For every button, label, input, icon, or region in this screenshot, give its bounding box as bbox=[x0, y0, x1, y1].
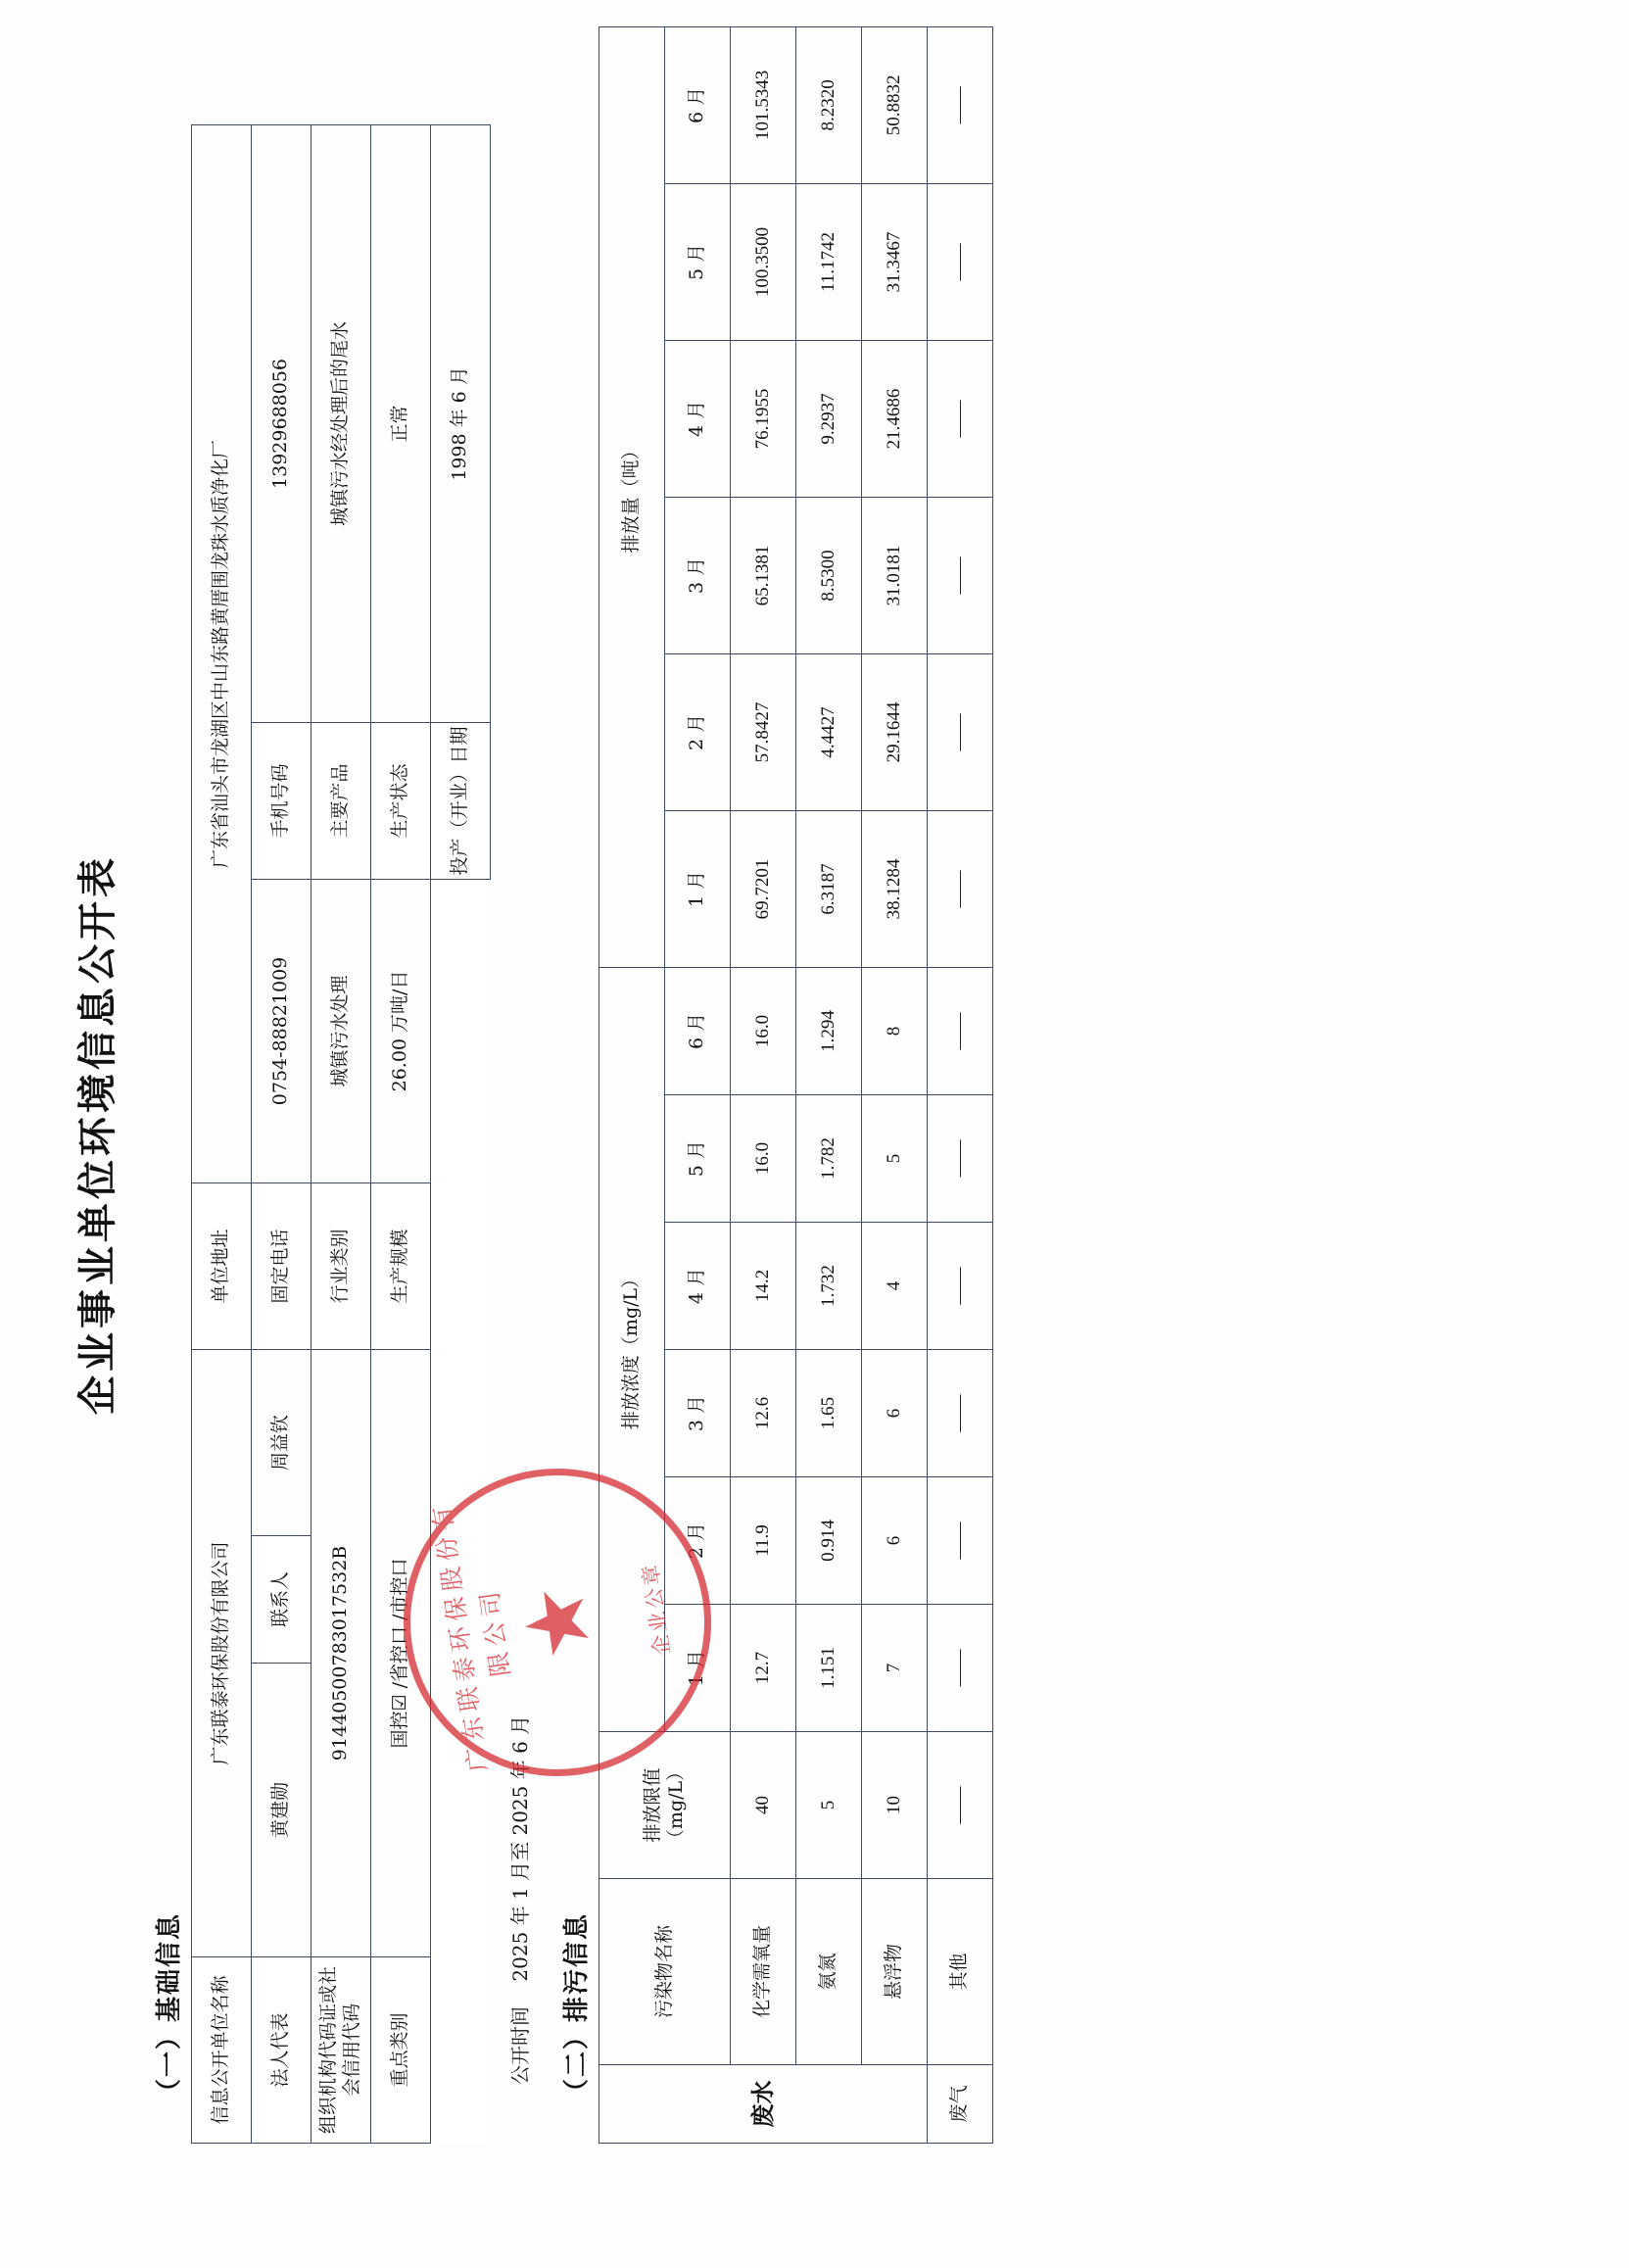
conc-4: 1.732 bbox=[795, 1222, 861, 1349]
conc-3: —— bbox=[927, 1349, 992, 1476]
table-row bbox=[311, 124, 370, 2143]
conc-2: 6 bbox=[861, 1476, 927, 1604]
header-month-d3: 3 月 bbox=[664, 497, 730, 653]
value-telephone: 0754-88821009 bbox=[251, 879, 311, 1182]
waste-gas-label: 废气 bbox=[927, 2064, 992, 2143]
pollutant-name: 其他 bbox=[927, 1878, 992, 2064]
label-unit-name: 信息公开单位名称 bbox=[191, 1956, 251, 2143]
label-production-scale: 生产规模 bbox=[370, 1182, 430, 1349]
conc-3: 1.65 bbox=[795, 1349, 861, 1476]
pollutant-name: 悬浮物 bbox=[861, 1878, 927, 2064]
publish-time-label: 公开时间 bbox=[507, 2005, 532, 2085]
table-row bbox=[370, 124, 430, 2143]
disc-5: —— bbox=[927, 183, 992, 340]
document-page bbox=[31, 32, 1599, 2237]
disc-6: 8.2320 bbox=[795, 26, 861, 183]
disc-3: 65.1381 bbox=[730, 497, 795, 653]
label-production-status: 生产状态 bbox=[370, 722, 430, 879]
conc-4: —— bbox=[927, 1222, 992, 1349]
conc-1: —— bbox=[927, 1604, 992, 1731]
disc-3: —— bbox=[927, 497, 992, 653]
value-contact-person: 周益钦 bbox=[251, 1349, 311, 1535]
label-key-category: 重点类别 bbox=[370, 1956, 430, 2143]
disc-2: 57.8427 bbox=[730, 653, 795, 810]
conc-3: 6 bbox=[861, 1349, 927, 1476]
conc-6: —— bbox=[927, 967, 992, 1094]
section-basic-info-title: （一）基础信息 bbox=[154, 1911, 184, 2104]
pollutant-name: 氨氮 bbox=[795, 1878, 861, 2064]
value-legal-rep: 黄建勋 bbox=[251, 1663, 311, 1956]
value-mobile: 13929688056 bbox=[251, 124, 311, 722]
disc-3: 8.5300 bbox=[795, 497, 861, 653]
header-month-d1: 1 月 bbox=[664, 810, 730, 967]
header-concentration-group: 排放浓度（mg/L） bbox=[599, 967, 664, 1731]
header-month-c2: 2 月 bbox=[664, 1476, 730, 1604]
value-unit-name: 广东联泰环保股份有限公司 bbox=[191, 1349, 251, 1956]
value-startup-date: 1998 年 6 月 bbox=[430, 124, 490, 722]
conc-4: 14.2 bbox=[730, 1222, 795, 1349]
disc-1: 38.1284 bbox=[861, 810, 927, 967]
disc-2: 29.1644 bbox=[861, 653, 927, 810]
header-month-d5: 5 月 bbox=[664, 183, 730, 340]
publish-time bbox=[504, 125, 533, 2085]
pollutant-limit: 40 bbox=[730, 1731, 795, 1878]
header-month-c4: 4 月 bbox=[664, 1222, 730, 1349]
publish-time-value: 2025 年 1 月至 2025 年 6 月 bbox=[507, 1714, 532, 1982]
disc-5: 31.3467 bbox=[861, 183, 927, 340]
conc-6: 1.294 bbox=[795, 967, 861, 1094]
label-unit-address: 单位地址 bbox=[191, 1182, 251, 1349]
pollutant-limit: —— bbox=[927, 1731, 992, 1878]
value-unit-address: 广东省汕头市龙湖区中山东路黄厝围龙珠水质净化厂 bbox=[191, 124, 251, 1182]
disc-4: 9.2937 bbox=[795, 340, 861, 497]
basic-info-table bbox=[191, 123, 491, 2143]
conc-6: 8 bbox=[861, 967, 927, 1094]
conc-5: 16.0 bbox=[730, 1094, 795, 1222]
label-startup-date: 投产（开业）日期 bbox=[430, 722, 490, 879]
label-telephone: 固定电话 bbox=[251, 1182, 311, 1349]
disc-4: 21.4686 bbox=[861, 340, 927, 497]
pollution-table bbox=[599, 25, 993, 2143]
conc-2: —— bbox=[927, 1476, 992, 1604]
value-main-product: 城镇污水经处理后的尾水 bbox=[311, 124, 370, 722]
disc-1: 6.3187 bbox=[795, 810, 861, 967]
conc-5: —— bbox=[927, 1094, 992, 1222]
section-pollution-title: （二）排污信息 bbox=[561, 1911, 592, 2104]
conc-6: 16.0 bbox=[730, 967, 795, 1094]
conc-5: 5 bbox=[861, 1094, 927, 1222]
disc-1: —— bbox=[927, 810, 992, 967]
table-row bbox=[430, 124, 490, 2143]
table-row bbox=[927, 26, 992, 2143]
star-icon: ★ bbox=[504, 1577, 609, 1666]
header-discharge-group: 排放量（吨） bbox=[599, 26, 664, 967]
disc-4: 76.1955 bbox=[730, 340, 795, 497]
page-title: 企业事业单位环境信息公开表 bbox=[73, 853, 120, 1415]
value-production-status: 正常 bbox=[370, 124, 430, 722]
seal-bottom-text: 企业公章 bbox=[637, 1560, 675, 1657]
value-key-category: 国控☑ /省控口 /市控口 bbox=[370, 1349, 430, 1956]
conc-2: 11.9 bbox=[730, 1476, 795, 1604]
table-row bbox=[795, 26, 861, 2143]
table-header-row bbox=[599, 26, 664, 2143]
seal-top-text: 广东联泰环保股份有限公司 bbox=[426, 1498, 515, 1773]
conc-4: 4 bbox=[861, 1222, 927, 1349]
disc-6: —— bbox=[927, 26, 992, 183]
disc-6: 50.8832 bbox=[861, 26, 927, 183]
header-month-c5: 5 月 bbox=[664, 1094, 730, 1222]
header-month-d4: 4 月 bbox=[664, 340, 730, 497]
table-row bbox=[251, 124, 311, 2143]
disc-1: 69.7201 bbox=[730, 810, 795, 967]
conc-1: 7 bbox=[861, 1604, 927, 1731]
value-production-scale: 26.00 万吨/日 bbox=[370, 879, 430, 1182]
value-credit-code: 91440500783017532B bbox=[311, 1349, 370, 1956]
value-industry-category: 城镇污水处理 bbox=[311, 879, 370, 1182]
document-body bbox=[139, 70, 993, 2144]
header-month-d2: 2 月 bbox=[664, 653, 730, 810]
table-row bbox=[191, 124, 251, 2143]
table-row bbox=[730, 26, 795, 2143]
pollutant-limit: 10 bbox=[861, 1731, 927, 1878]
disc-5: 100.3500 bbox=[730, 183, 795, 340]
header-limit: 排放限值（mg/L） bbox=[599, 1731, 730, 1878]
conc-3: 12.6 bbox=[730, 1349, 795, 1476]
disc-2: —— bbox=[927, 653, 992, 810]
table-row bbox=[861, 26, 927, 2143]
header-month-d6: 6 月 bbox=[664, 26, 730, 183]
label-mobile: 手机号码 bbox=[251, 722, 311, 879]
waste-water-label: 废水 bbox=[599, 2064, 927, 2143]
label-legal-rep: 法人代表 bbox=[251, 1956, 311, 2143]
disc-3: 31.0181 bbox=[861, 497, 927, 653]
conc-1: 12.7 bbox=[730, 1604, 795, 1731]
pollutant-limit: 5 bbox=[795, 1731, 861, 1878]
label-main-product: 主要产品 bbox=[311, 722, 370, 879]
pollutant-name: 化学需氧量 bbox=[730, 1878, 795, 2064]
label-credit-code: 组织机构代码证或社会信用代码 bbox=[311, 1956, 370, 2143]
disc-5: 11.1742 bbox=[795, 183, 861, 340]
conc-5: 1.782 bbox=[795, 1094, 861, 1222]
header-month-c6: 6 月 bbox=[664, 967, 730, 1094]
header-month-c3: 3 月 bbox=[664, 1349, 730, 1476]
conc-1: 1.151 bbox=[795, 1604, 861, 1731]
label-contact-person: 联系人 bbox=[251, 1535, 311, 1663]
disc-4: —— bbox=[927, 340, 992, 497]
disc-2: 4.4427 bbox=[795, 653, 861, 810]
rotated-page-content bbox=[31, 32, 1599, 2237]
conc-2: 0.914 bbox=[795, 1476, 861, 1604]
header-pollutant-name: 污染物名称 bbox=[599, 1878, 730, 2064]
header-month-c1: 1 月 bbox=[664, 1604, 730, 1731]
label-industry-category: 行业类别 bbox=[311, 1182, 370, 1349]
disc-6: 101.5343 bbox=[730, 26, 795, 183]
